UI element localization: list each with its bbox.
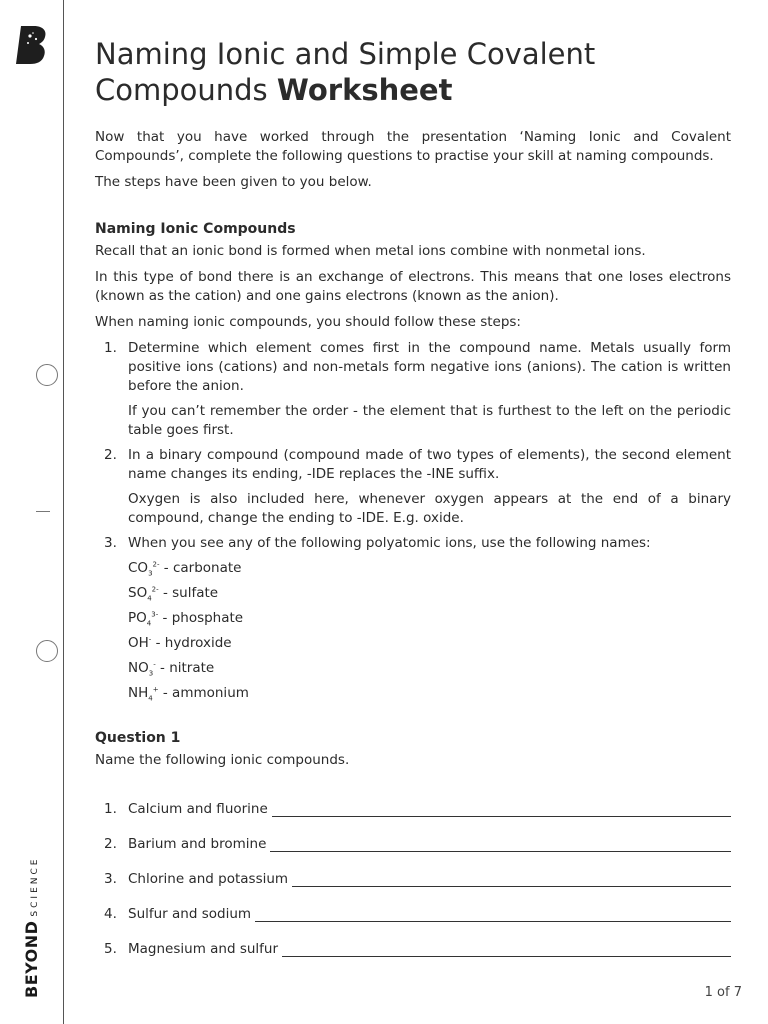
intro-paragraph: Now that you have worked through the presentation ‘Naming Ionic and Covalent Compounds’, complete the following questions to practise your skill at naming compounds. xyxy=(95,129,731,164)
brand-word-science: SCIENCE xyxy=(30,856,40,917)
page-title xyxy=(95,36,731,108)
question-number: 4. xyxy=(104,906,117,922)
step-text: In a binary compound (compound made of two types of elements), the second element name changes its ending, -IDE replaces the -INE suffix. xyxy=(128,447,731,482)
question-item xyxy=(95,924,731,959)
question-number: 5. xyxy=(104,941,117,957)
ionic-recall-text: Recall that an ionic bond is formed when metal ions combine with nonmetal ions. xyxy=(95,243,646,259)
ion-item xyxy=(128,634,731,653)
step-item xyxy=(95,534,731,703)
ion-charge: - xyxy=(148,635,152,644)
polyatomic-ion-list xyxy=(128,559,731,703)
question-1-heading: Question 1 xyxy=(95,730,181,746)
beyond-logo xyxy=(14,24,50,66)
ion-item xyxy=(128,659,731,678)
ion-formula: NH xyxy=(128,685,149,701)
question-label: Calcium and fluorine xyxy=(128,801,268,817)
question-item xyxy=(95,889,731,924)
ion-subscript: 3 xyxy=(148,569,153,578)
question-label: Chlorine and potassium xyxy=(128,871,289,887)
ion-charge: 2- xyxy=(152,560,160,569)
naming-steps-list xyxy=(95,339,731,703)
ion-item xyxy=(128,684,731,703)
ion-charge: - xyxy=(153,660,156,669)
answer-line[interactable] xyxy=(255,907,731,922)
title-bold-word: Worksheet xyxy=(276,73,453,107)
step-text: Determine which element comes first in the compound name. Metals usually form positive ions (cations) and non-metals form negative ions (anions). The cation is written before the anion. xyxy=(128,340,731,394)
brand-wordmark xyxy=(22,857,41,998)
binder-hole-bottom xyxy=(36,640,58,662)
ion-name: - phosphate xyxy=(158,610,244,626)
ion-charge: 2- xyxy=(151,585,159,594)
question-1-list xyxy=(95,784,731,959)
question-item xyxy=(95,854,731,889)
binder-hole-top xyxy=(36,364,58,386)
ion-name: - ammonium xyxy=(158,685,249,701)
page-number: 1 of 7 xyxy=(704,985,742,1000)
answer-line[interactable] xyxy=(292,872,731,887)
fold-mark xyxy=(36,511,50,512)
ion-item xyxy=(128,584,731,603)
sidebar-divider xyxy=(63,0,64,1024)
ion-subscript: 4 xyxy=(147,594,152,603)
ion-formula: OH xyxy=(128,635,149,651)
step-text: When you see any of the following polyatomic ions, use the following names: xyxy=(128,535,651,551)
ion-item xyxy=(128,559,731,578)
ion-formula: PO xyxy=(128,610,147,626)
title-line-1: Naming Ionic and Simple Covalent xyxy=(95,37,596,71)
ion-formula: SO xyxy=(128,585,148,601)
question-item xyxy=(95,784,731,819)
question-item xyxy=(95,819,731,854)
ion-formula: NO xyxy=(128,660,149,676)
ion-subscript: 4 xyxy=(146,619,152,628)
question-label: Barium and bromine xyxy=(128,836,267,852)
answer-line[interactable] xyxy=(270,837,731,852)
question-number: 3. xyxy=(104,871,117,887)
step-extra-text: Oxygen is also included here, whenever oxygen appears at the end of a binary compound, change the ending to -IDE. E.g. oxide. xyxy=(128,491,731,526)
ion-item xyxy=(128,609,731,628)
ion-name: - hydroxide xyxy=(151,635,232,651)
answer-line[interactable] xyxy=(272,802,731,817)
ionic-exchange-text: In this type of bond there is an exchange of electrons. This means that one loses electrons (known as the cation) and one gains electrons (known as the anion). xyxy=(95,269,731,304)
step-item xyxy=(95,339,731,440)
step-extra-text: If you can’t remember the order - the element that is furthest to the left on the periodic table goes first. xyxy=(128,403,731,438)
brand-word-beyond: BEYOND xyxy=(22,920,41,998)
ion-formula: CO xyxy=(128,560,149,576)
ion-charge: + xyxy=(152,685,159,694)
worksheet-content xyxy=(95,36,731,959)
ionic-steps-intro: When naming ionic compounds, you should follow these steps: xyxy=(95,314,521,330)
question-number: 2. xyxy=(104,836,117,852)
ion-subscript: 4 xyxy=(148,694,153,703)
ion-name: - sulfate xyxy=(158,585,219,601)
question-number: 1. xyxy=(104,801,117,817)
title-line-2: Compounds xyxy=(95,73,277,107)
question-1-instruction: Name the following ionic compounds. xyxy=(95,752,350,768)
step-number: 2. xyxy=(104,447,117,463)
step-item xyxy=(95,446,731,528)
question-label: Sulfur and sodium xyxy=(128,906,252,922)
intro-steps-note: The steps have been given to you below. xyxy=(95,174,372,190)
answer-line[interactable] xyxy=(282,942,731,957)
section-heading-ionic: Naming Ionic Compounds xyxy=(95,221,296,237)
ion-subscript: 3 xyxy=(148,669,154,678)
step-number: 3. xyxy=(104,535,117,551)
step-number: 1. xyxy=(104,340,117,356)
ion-charge: 3- xyxy=(151,610,159,619)
question-label: Magnesium and sulfur xyxy=(128,941,279,957)
ion-name: - nitrate xyxy=(155,660,215,676)
ion-name: - carbonate xyxy=(159,560,242,576)
